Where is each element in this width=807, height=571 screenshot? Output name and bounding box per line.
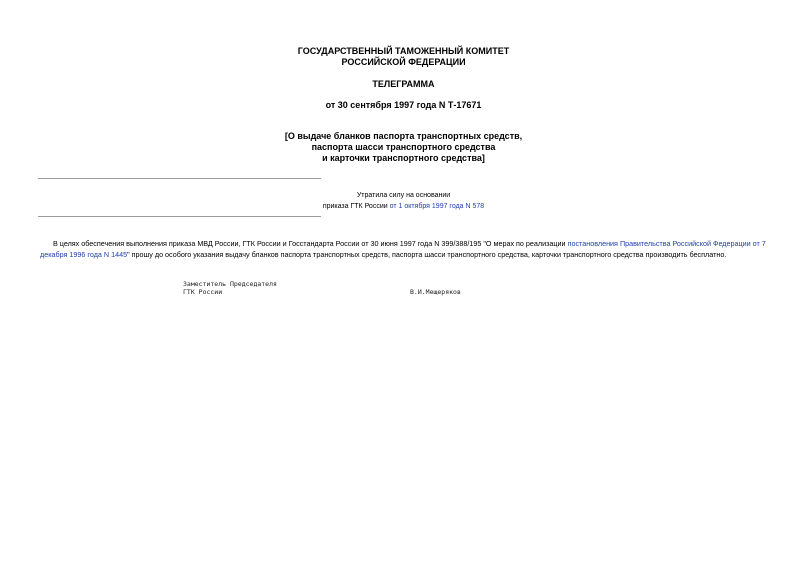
body-text-before: В целях обеспечения выполнения приказа МВД России, ГТК России и Госстандарта России от 30 июня 1997 года N 399/388/195 "О мерах по реализации: [53, 239, 568, 248]
signatory-title-line1: Заместитель Председателя: [183, 280, 277, 288]
org-name-line2: РОССИЙСКОЙ ФЕДЕРАЦИИ: [341, 57, 466, 67]
status-line2: [0, 201, 807, 212]
order-578-link[interactable]: от 1 октября 1997 года N 578: [389, 203, 485, 210]
doc-date-number: от 30 сентября 1997 года N Т-17671: [325, 100, 482, 110]
body-text-after: " прошу до особого указания выдачу бланков паспорта транспортных средств, паспорта шасси транспортного средства, карточки транспортного средства производить бесплатно.: [127, 250, 727, 259]
subject-line1: [О выдаче бланков паспорта транспортных средств,: [284, 131, 523, 141]
status-line2-text: приказа ГТК России: [322, 203, 390, 210]
body-paragraph: [40, 238, 770, 260]
status-line1: Утратила силу на основании: [356, 192, 451, 199]
bottom-divider: [38, 216, 321, 217]
subject-line2: паспорта шасси транспортного средства: [311, 142, 496, 152]
doc-type: ТЕЛЕГРАММА: [372, 79, 435, 89]
org-name-line1: ГОСУДАРСТВЕННЫЙ ТАМОЖЕННЫЙ КОМИТЕТ: [297, 46, 510, 56]
top-divider: [38, 178, 321, 179]
government-decree-link[interactable]: постановления Правительства Российской Федерации от 7 декабря 1996 года N 1445: [40, 239, 766, 259]
signatory-name: В.И.Мещеряков: [410, 288, 461, 296]
subject-line3: и карточки транспортного средства]: [322, 153, 485, 163]
signatory-title-line2: ГТК России: [183, 288, 223, 296]
